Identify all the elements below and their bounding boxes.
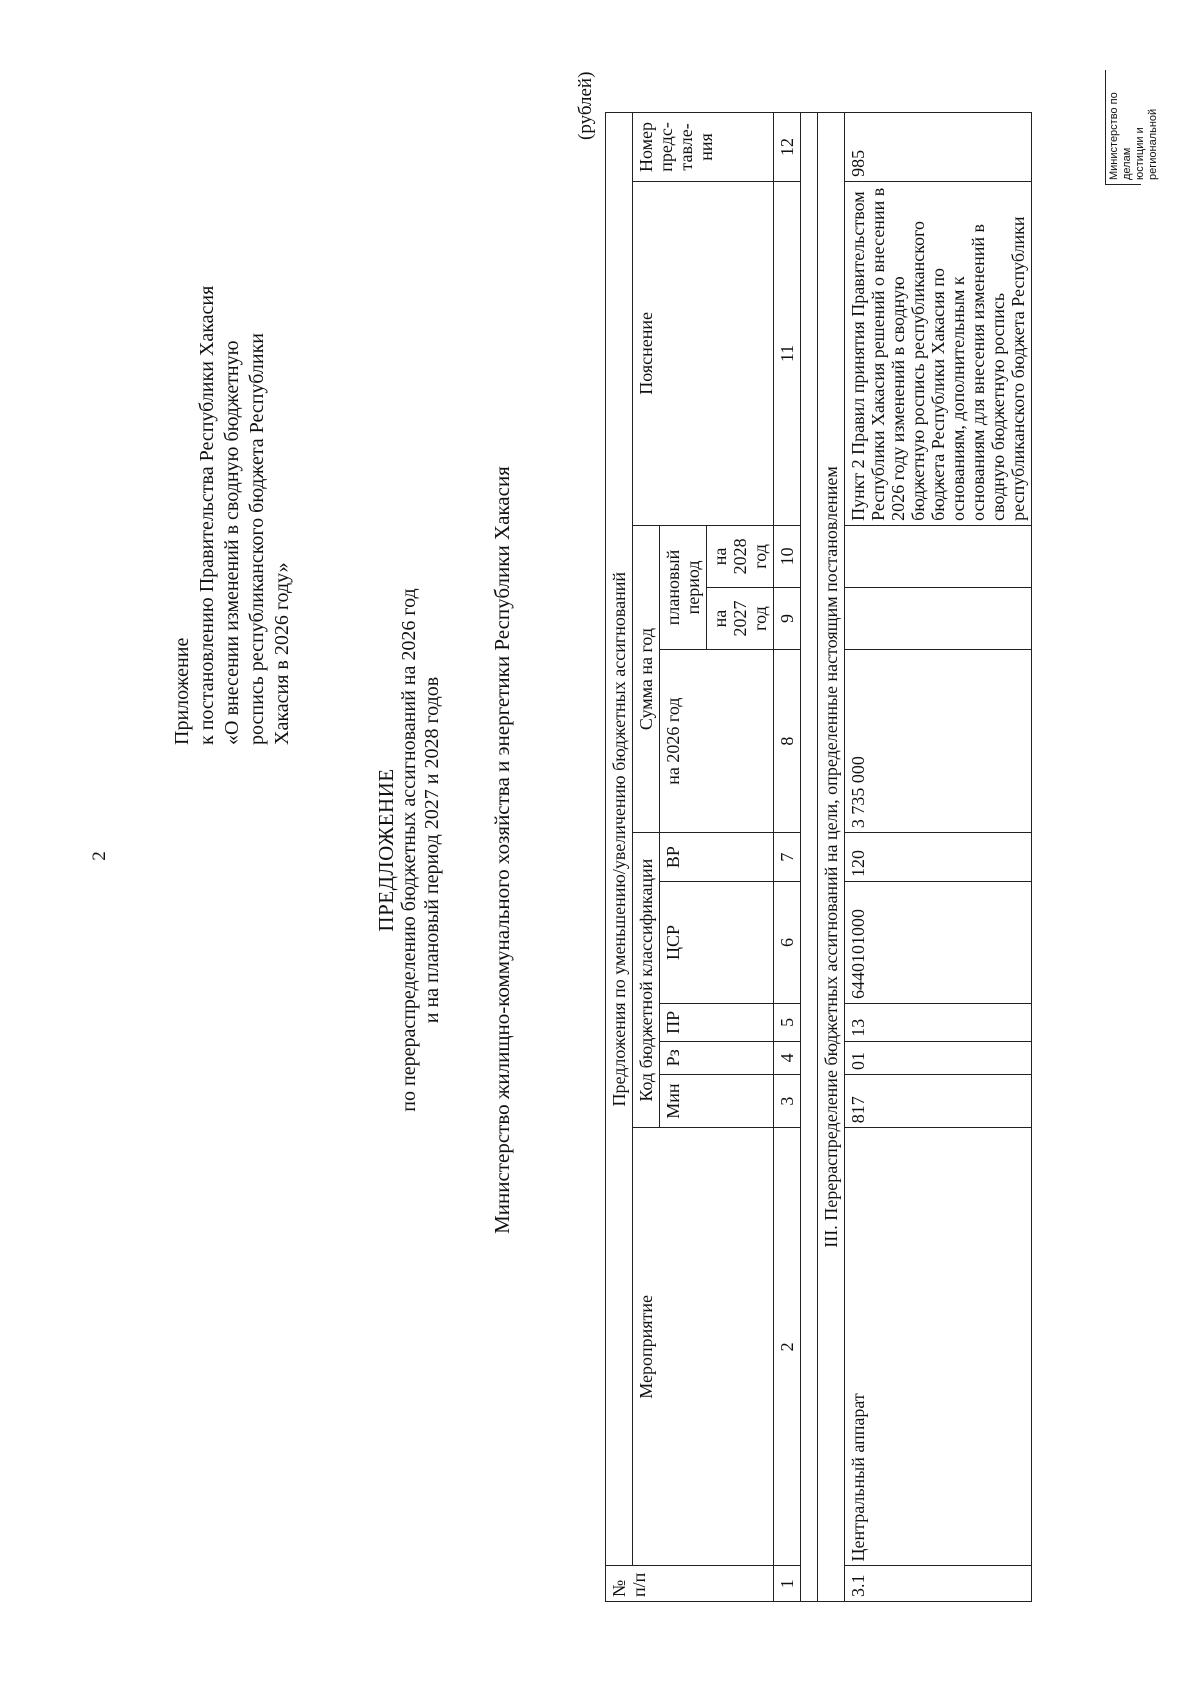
- title-line-2: и на плановый период 2027 и 2028 годов: [421, 676, 443, 1024]
- header-year-2026: на 2026 год: [660, 650, 774, 833]
- header-proposals: Предложения по уменьшению/увеличению бюджетных ассигнований: [606, 113, 633, 1567]
- column-number: 12: [774, 113, 801, 182]
- column-number: 7: [774, 833, 801, 882]
- column-number: 8: [774, 650, 801, 833]
- column-number: 2: [774, 1128, 801, 1566]
- registration-stamp: [1105, 70, 1159, 185]
- table-row: [845, 113, 1032, 1602]
- column-number: 10: [774, 525, 801, 587]
- row-event: Центральный аппарат: [845, 1128, 1032, 1566]
- column-number: 1: [774, 1566, 801, 1602]
- row-num: 3.1: [845, 1566, 1032, 1602]
- title-heading: ПРЕДЛОЖЕНИЕ: [374, 768, 398, 932]
- row-explanation: Пункт 2 Правил принятия Правительством Республики Хакасия решений о внесении в 2026 году изменений в сводную бюджетную роспись республиканского бюджета Республики Хакасия по основаниям, дополнительным к основаниям для внесения изменений в сводную бюджетную роспись республиканского бюджета Республики: [845, 181, 1032, 525]
- header-year-2028: на 2028 год: [707, 525, 774, 587]
- appendix-line: к постановлению Правительства Республики Хакасия: [196, 285, 218, 745]
- spacer-row: [801, 113, 818, 1602]
- appendix-line: Хакасия в 2026 году»: [271, 562, 293, 745]
- row-csr: 6440101000: [845, 881, 1032, 1003]
- row-vr: 120: [845, 833, 1032, 882]
- header-rep-number: Номер предс-тавле-ния: [633, 113, 774, 182]
- row-y2028: [845, 525, 1032, 587]
- section-title: III. Перераспределение бюджетных ассигнований на цели, определенные настоящим постановлением: [818, 113, 845, 1602]
- column-number: 11: [774, 181, 801, 525]
- row-pr: 13: [845, 1004, 1032, 1042]
- stamp-line-1: Министерство по делам: [1108, 92, 1133, 180]
- header-pr: ПР: [660, 1004, 774, 1042]
- column-number: 3: [774, 1075, 801, 1128]
- header-vr: ВР: [660, 833, 774, 882]
- proposal-table: [605, 112, 1032, 1602]
- row-y2027: [845, 587, 1032, 649]
- page-number: 2: [88, 851, 110, 861]
- column-number: 6: [774, 881, 801, 1003]
- column-number-row: [774, 113, 801, 1602]
- row-rz: 01: [845, 1041, 1032, 1074]
- title-line-1: по перераспределению бюджетных ассигнований на 2026 год: [398, 588, 420, 1112]
- column-number: 5: [774, 1004, 801, 1042]
- header-budget-code: Код бюджетной классификации: [633, 833, 660, 1128]
- header-rz: Рз: [660, 1041, 774, 1074]
- header-num: № п/п: [606, 1566, 774, 1602]
- appendix-line: «О внесении изменений в сводную бюджетную: [221, 340, 243, 745]
- header-amount: Сумма на год: [633, 525, 660, 832]
- column-number: 4: [774, 1041, 801, 1074]
- header-min: Мин: [660, 1075, 774, 1128]
- row-y2026: 3 735 000: [845, 650, 1032, 833]
- units-label: (рублей): [575, 71, 596, 140]
- header-explanation: Пояснение: [633, 181, 774, 525]
- document-title: [375, 70, 444, 1630]
- column-number: 9: [774, 587, 801, 649]
- appendix-line: роспись республиканского бюджета Республики: [246, 332, 268, 745]
- row-rep-number: 985: [845, 113, 1032, 182]
- stamp-line-2: юстиции и региональной: [1134, 108, 1159, 180]
- row-min: 817: [845, 1075, 1032, 1128]
- appendix-block: [170, 145, 295, 745]
- header-planned: плановый период: [660, 525, 707, 649]
- header-csr: ЦСР: [660, 881, 774, 1003]
- header-year-2027: на 2027 год: [707, 587, 774, 649]
- appendix-line: Приложение: [171, 637, 193, 745]
- document-sheet: [60, 70, 1159, 1630]
- header-event: Мероприятие: [633, 1128, 774, 1566]
- ministry-name: Министерство жилищно-коммунального хозяйства и энергетики Республики Хакасия: [490, 466, 514, 1234]
